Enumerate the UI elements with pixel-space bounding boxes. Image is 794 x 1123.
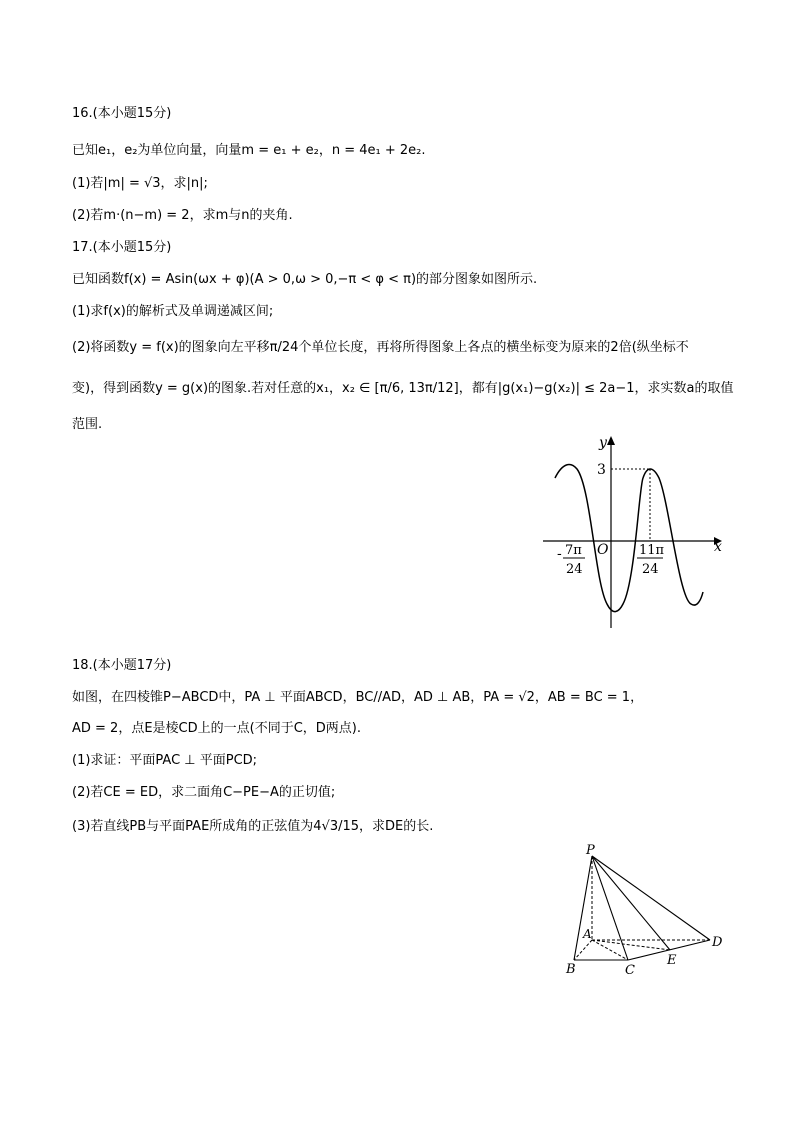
vertex-D-label: D [712, 935, 723, 950]
vertex-P-label: P [586, 843, 595, 858]
q18-part1: (1)求证：平面PAC ⊥ 平面PCD; [72, 753, 258, 768]
q16-heading: 16.(本小题15分) [72, 106, 172, 121]
origin-label: O [597, 542, 609, 558]
q18-heading: 18.(本小题17分) [72, 658, 172, 673]
edge-PC [592, 856, 628, 960]
left-tick-numerator: 7π [565, 543, 582, 558]
q17-part1: (1)求f(x)的解析式及单调递减区间; [72, 304, 274, 319]
q17-part2-line3: 范围. [72, 417, 103, 432]
q16-part1: (1)若|m| = √3，求|n|; [72, 176, 208, 191]
q18-part3: (3)若直线PB与平面PAE所成角的正弦值为4√3/15，求DE的长. [72, 819, 434, 834]
left-tick-sign: - [557, 546, 562, 562]
max-value-label: 3 [597, 462, 606, 478]
q17-part2-line2: 变)，得到函数y = g(x)的图象.若对任意的x₁，x₂ ∈ [π/6, 13π/12]，都有|g(x₁)−g(x₂)| ≤ 2a−1，求实数a的取值 [72, 381, 734, 396]
q17-sine-graph [535, 432, 730, 632]
q18-stem-line2: AD = 2，点E是棱CD上的一点(不同于C，D两点). [72, 721, 361, 736]
right-tick-numerator: 11π [639, 543, 665, 558]
left-tick-denominator: 24 [566, 562, 583, 577]
vertex-C-label: C [625, 963, 635, 978]
edge-PB [574, 856, 592, 960]
q17-heading: 17.(本小题15分) [72, 240, 172, 255]
q18-stem-line1: 如图，在四棱锥P−ABCD中，PA ⊥ 平面ABCD，BC//AD，AD ⊥ AB，PA = √2，AB = BC = 1， [72, 690, 644, 705]
q16-part2: (2)若m·(n−m) = 2，求m与n的夹角. [72, 208, 293, 223]
vertex-B-label: B [566, 962, 576, 977]
vertex-E-label: E [667, 953, 677, 968]
right-tick-denominator: 24 [642, 562, 659, 577]
vertex-A-label: A [583, 927, 592, 941]
y-axis-label: y [599, 435, 607, 451]
y-axis-arrow [607, 436, 615, 445]
q17-part2-line1: (2)将函数y = f(x)的图象向左平移π/24个单位长度，再将所得图象上各点的横坐标变为原来的2倍(纵坐标不 [72, 340, 689, 355]
q18-pyramid-figure [560, 842, 735, 982]
q17-stem: 已知函数f(x) = Asin(ωx + φ)(A > 0,ω > 0,−π < φ < π)的部分图象如图所示. [72, 272, 538, 287]
q18-part2: (2)若CE = ED，求二面角C−PE−A的正切值; [72, 785, 336, 800]
q16-stem: 已知e₁，e₂为单位向量，向量m = e₁ + e₂，n = 4e₁ + 2e₂. [72, 143, 426, 158]
x-axis-label: x [714, 539, 722, 555]
edge-AE [592, 940, 670, 950]
sine-curve [555, 465, 703, 612]
